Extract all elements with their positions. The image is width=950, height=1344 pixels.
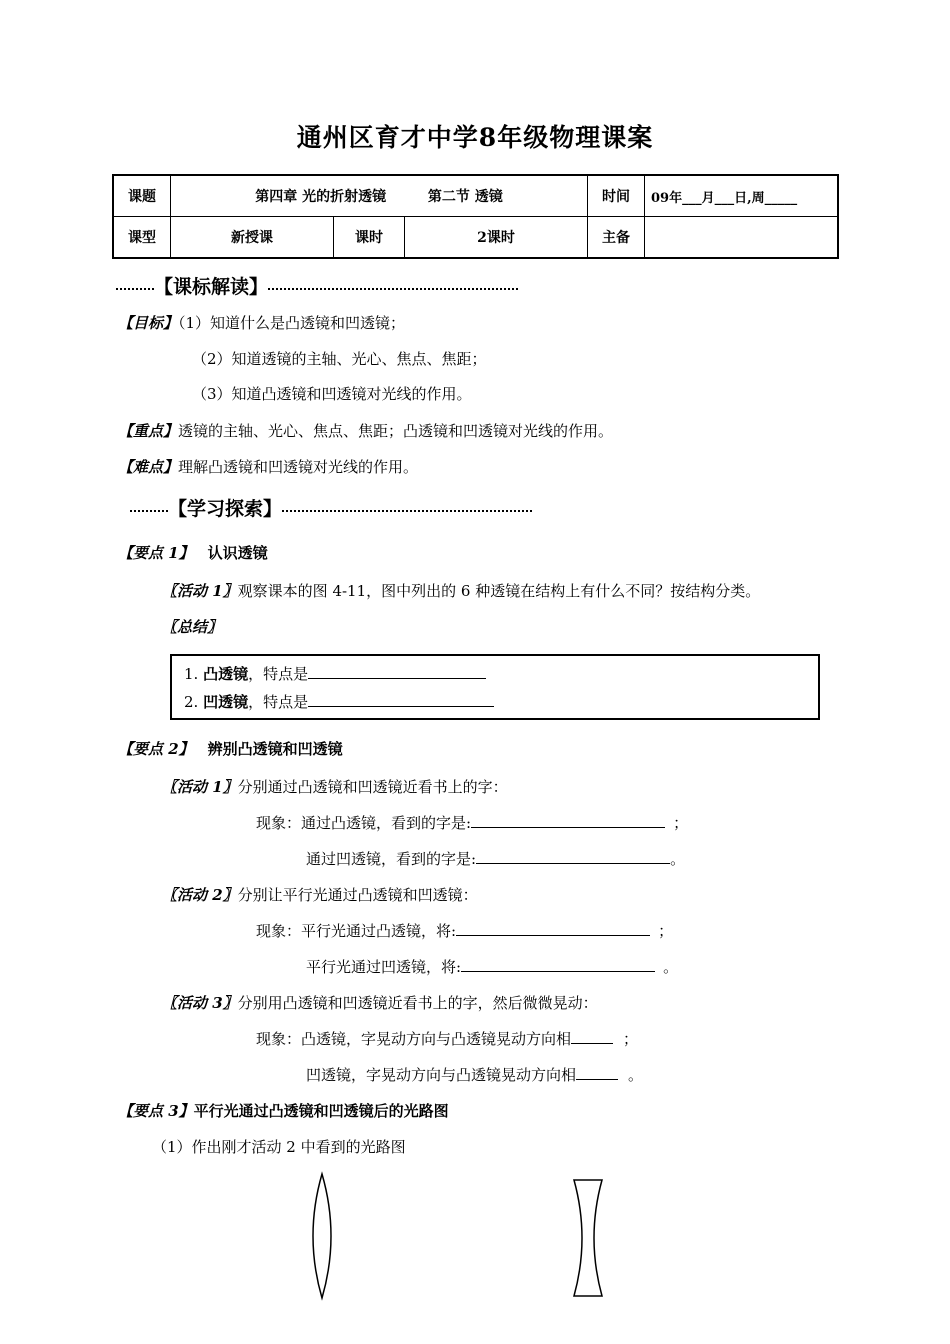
time-value[interactable]: 09年___月___日,周_____	[645, 175, 838, 217]
a1-phenomenon-convex: 现象：通过凸透镜，看到的字是: ；	[256, 814, 689, 832]
time-label: 时间	[588, 175, 645, 217]
point-2-activity-1: 〖活动 1〗分别通过凸透镜和凹透镜近看书上的字：	[162, 778, 508, 796]
topic-chapter: 第四章 光的折射透镜	[255, 189, 387, 205]
section-heading-standards: 【课标解读】	[116, 272, 518, 299]
goals-line-1: 【目标】（1）知道什么是凸透镜和凹透镜；	[118, 314, 406, 332]
difficult-points: 【难点】理解凸透镜和凹透镜对光线的作用。	[118, 458, 419, 476]
type-label: 课型	[113, 217, 171, 259]
goals-line-2: （2）知道透镜的主轴、光心、焦点、焦距；	[192, 350, 487, 368]
answer-blank[interactable]	[571, 1029, 613, 1044]
point-3-heading: 【要点 3】平行光通过凸透镜和凹透镜后的光路图	[118, 1102, 449, 1120]
summary-item-convex: 1. 凸透镜，特点是	[184, 663, 486, 684]
dotted-leader	[130, 510, 168, 512]
a1-phenomenon-concave: 通过凹透镜，看到的字是: 。	[306, 850, 686, 868]
a3-phenomenon-convex: 现象：凸透镜，字晃动方向与凸透镜晃动方向相 ；	[256, 1030, 639, 1048]
dotted-leader	[116, 288, 154, 290]
hours-label: 课时	[334, 217, 405, 259]
point-2-heading: 【要点 2】 辨别凸透镜和凹透镜	[118, 740, 343, 758]
dotted-leader	[282, 510, 532, 512]
type-value: 新授课	[171, 217, 334, 259]
prep-value[interactable]	[645, 217, 838, 259]
section-heading-explore: 【学习探索】	[130, 494, 532, 521]
summary-item-concave: 2. 凹透镜，特点是	[184, 691, 494, 712]
point-2-activity-3: 〖活动 3〗分别用凸透镜和凹透镜近看书上的字，然后微微晃动：	[162, 994, 598, 1012]
answer-blank[interactable]	[456, 921, 650, 936]
prep-label: 主备	[588, 217, 645, 259]
answer-blank[interactable]	[308, 664, 486, 679]
key-points: 【重点】透镜的主轴、光心、焦点、焦距；凸透镜和凹透镜对光线的作用。	[118, 422, 614, 440]
summary-tag: 〖总结〗	[162, 618, 223, 636]
a2-phenomenon-convex: 现象：平行光通过凸透镜，将: ；	[256, 922, 674, 940]
lesson-info-table	[112, 174, 839, 259]
point-1-heading: 【要点 1】 认识透镜	[118, 544, 268, 562]
answer-blank[interactable]	[471, 813, 665, 828]
hours-value: 2课时	[405, 217, 588, 259]
point-1-activity-1: 〖活动 1〗观察课本的图 4-11，图中列出的 6 种透镜在结构上有什么不同？按结构分类。	[162, 582, 761, 600]
answer-blank[interactable]	[576, 1065, 618, 1080]
answer-blank[interactable]	[308, 692, 494, 707]
a2-phenomenon-concave: 平行光通过凹透镜，将: 。	[306, 958, 679, 976]
point-3-item-1: （1）作出刚才活动 2 中看到的光路图	[152, 1138, 406, 1156]
topic-value	[171, 175, 588, 217]
answer-blank[interactable]	[461, 957, 655, 972]
page-title: 通州区育才中学8年级物理课案	[296, 123, 654, 152]
concave-lens-drawing	[566, 1176, 610, 1300]
goals-line-3: （3）知道凸透镜和凹透镜对光线的作用。	[192, 385, 472, 403]
a3-phenomenon-concave: 凹透镜，字晃动方向与凸透镜晃动方向相 。	[306, 1066, 644, 1084]
answer-blank[interactable]	[476, 849, 670, 864]
dotted-leader	[268, 288, 518, 290]
topic-label: 课题	[113, 175, 171, 217]
topic-section: 第二节 透镜	[427, 189, 503, 205]
convex-lens-drawing	[300, 1170, 344, 1302]
point-2-activity-2: 〖活动 2〗分别让平行光通过凸透镜和凹透镜：	[162, 886, 478, 904]
